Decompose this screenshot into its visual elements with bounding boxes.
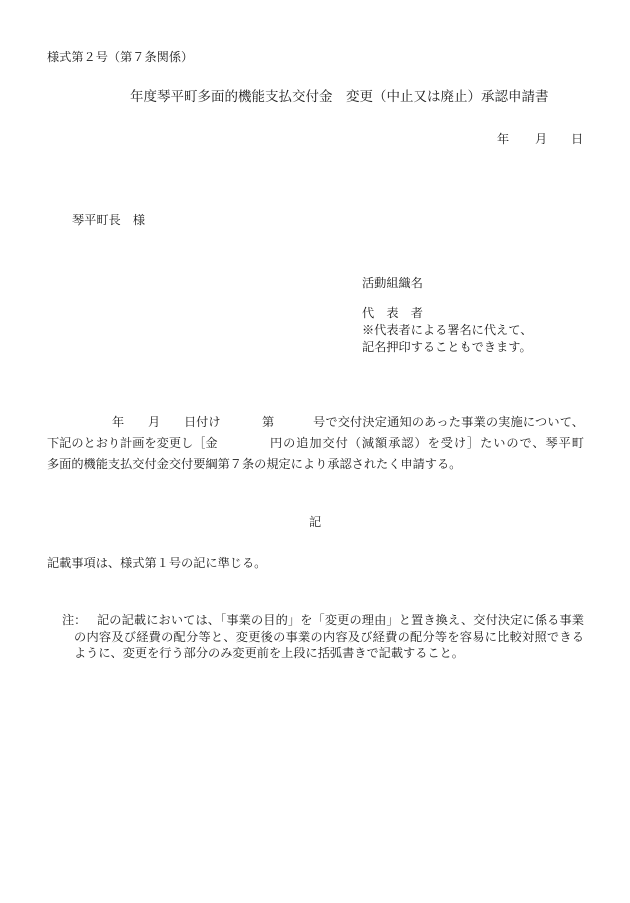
- footnote-label: 注：: [62, 613, 87, 627]
- representative-label: 代 表 者: [362, 306, 423, 320]
- body-line-2-rest: 円の追加交付（減額承認）を受け］たいので、琴平町: [270, 436, 584, 450]
- footnote-line-2: の内容及び経費の配分等と、変更後の事業の内容及び経費の配分等を容易に比較対照できる: [74, 630, 584, 644]
- footnote-line-1: 記の記載においては、「事業の目的」を「変更の理由」と置き換え、交付決定に係る事業: [97, 613, 584, 627]
- body-line-2-start: 下記のとおり計画を変更し［金: [47, 436, 218, 450]
- date-day-label: 日: [571, 132, 584, 146]
- body-day-label: 日付け: [184, 415, 221, 429]
- entry-note: 記載事項は、様式第１号の記に準じる。: [47, 556, 267, 570]
- addressee: 琴平町長 様: [72, 213, 146, 227]
- body-line-3: 多面的機能支払交付金交付要綱第７条の規定により承認されたく申請する。: [47, 457, 462, 471]
- ki-heading: 記: [309, 515, 322, 529]
- body-year-label: 年: [112, 415, 125, 429]
- date-year-label: 年: [497, 132, 510, 146]
- representative-note-line-2: 記名押印することもできます。: [362, 340, 532, 354]
- document-title: 年度琴平町多面的機能支払交付金 変更（中止又は廃止）承認申請書: [130, 89, 549, 105]
- body-line-1-text: 号で交付決定通知のあった事業の実施について、: [313, 415, 584, 429]
- representative-note-line-1: ※代表者による署名に代えて、: [362, 323, 533, 337]
- form-number: 様式第２号（第７条関係）: [47, 50, 194, 64]
- body-month-label: 月: [148, 415, 161, 429]
- organization-name-label: 活動組織名: [362, 276, 423, 290]
- date-month-label: 月: [535, 132, 548, 146]
- footnote-line-3: ように、変更を行う部分のみ変更前を上段に括弧書きで記載すること。: [74, 646, 464, 660]
- body-number-prefix: 第: [262, 415, 275, 429]
